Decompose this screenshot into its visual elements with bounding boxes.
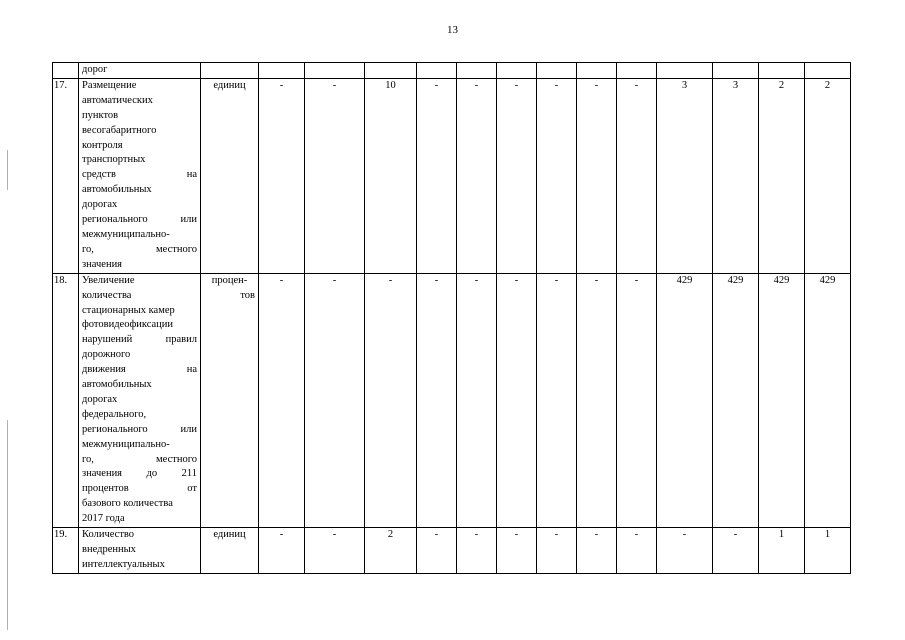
value-cell: - — [577, 273, 617, 527]
value-cell — [497, 63, 537, 79]
description-line: го, местного — [82, 243, 197, 255]
table-row — [53, 273, 851, 527]
value-cell: 429 — [805, 273, 851, 527]
description-line: го, местного — [82, 453, 197, 465]
value-cell: - — [617, 273, 657, 527]
description-line: Количество — [82, 529, 135, 541]
description-line: автоматических — [82, 94, 153, 106]
value-cell — [617, 63, 657, 79]
value-cell: - — [617, 528, 657, 574]
value-cell: - — [259, 273, 305, 527]
value-cell: - — [365, 273, 417, 527]
value-cell: - — [305, 273, 365, 527]
value-cell: - — [617, 78, 657, 273]
value-cell: - — [713, 528, 759, 574]
description-line: дорожного — [82, 349, 131, 361]
value-cell — [457, 63, 497, 79]
value-cell — [713, 63, 759, 79]
value-cell: - — [259, 528, 305, 574]
value-cell: 429 — [759, 273, 805, 527]
value-cell: 3 — [713, 78, 759, 273]
description-line: автомобильных — [82, 379, 152, 391]
page-number: 13 — [447, 24, 458, 36]
value-cell: - — [457, 78, 497, 273]
description-line: контроля — [82, 139, 123, 151]
value-cell: - — [305, 78, 365, 273]
indicator-description — [79, 273, 201, 527]
description-line: интеллектуальных — [82, 558, 165, 570]
row-number: 17. — [53, 78, 79, 273]
description-line: стационарных камер — [82, 304, 175, 316]
value-cell: - — [497, 528, 537, 574]
value-cell: 10 — [365, 78, 417, 273]
description-line: дорогах — [82, 393, 118, 405]
indicator-description — [79, 63, 201, 79]
value-cell: 2 — [805, 78, 851, 273]
description-line: внедренных — [82, 544, 136, 555]
description-line: базового количества — [82, 498, 173, 510]
description-line: фотовидеофиксации — [82, 319, 174, 331]
value-cell: - — [537, 273, 577, 527]
value-cell: - — [497, 78, 537, 273]
left-margin-line — [7, 150, 8, 190]
value-cell: - — [457, 528, 497, 574]
indicator-description — [79, 78, 201, 273]
description-line: 2017 года — [82, 513, 125, 525]
description-line: федерального, — [82, 408, 147, 420]
value-cell: - — [497, 273, 537, 527]
unit-cell — [201, 273, 259, 527]
value-cell — [537, 63, 577, 79]
value-cell — [305, 63, 365, 79]
value-cell: - — [577, 78, 617, 273]
description-line: дорог — [82, 64, 108, 75]
value-cell: 429 — [713, 273, 759, 527]
value-cell — [657, 63, 713, 79]
description-line: межмуниципально- — [82, 228, 170, 240]
value-cell — [365, 63, 417, 79]
value-cell: - — [457, 273, 497, 527]
indicator-description — [79, 528, 201, 574]
description-line: нарушений правил — [82, 334, 197, 346]
value-cell: 3 — [657, 78, 713, 273]
value-cell: 1 — [759, 528, 805, 574]
value-cell — [259, 63, 305, 79]
unit-cell — [201, 78, 259, 273]
value-cell: 2 — [759, 78, 805, 273]
value-cell — [417, 63, 457, 79]
indicators-table — [52, 62, 851, 574]
value-cell: - — [417, 528, 457, 574]
row-number: 19. — [53, 528, 79, 574]
description-line: Размещение — [82, 79, 137, 91]
description-line: автомобильных — [82, 184, 152, 196]
unit-cell — [201, 528, 259, 574]
value-cell: - — [417, 273, 457, 527]
unit-line: единиц — [213, 529, 246, 541]
value-cell: 2 — [365, 528, 417, 574]
table-row — [53, 78, 851, 273]
description-line: пунктов — [82, 109, 119, 121]
unit-line: тов — [240, 289, 255, 301]
value-cell: - — [537, 78, 577, 273]
unit-cell — [201, 63, 259, 79]
description-line: межмуниципально- — [82, 438, 170, 450]
value-cell: - — [657, 528, 713, 574]
description-line: Увеличение — [82, 274, 135, 286]
value-cell — [577, 63, 617, 79]
table-row — [53, 528, 851, 574]
value-cell: 429 — [657, 273, 713, 527]
value-cell: - — [577, 528, 617, 574]
description-line: транспортных — [82, 154, 146, 166]
description-line: значения — [82, 258, 123, 270]
description-line: дорогах — [82, 199, 118, 211]
description-line: регионального или — [82, 214, 197, 226]
value-cell: - — [417, 78, 457, 273]
unit-line: единиц — [213, 79, 246, 91]
unit-line: процен- — [211, 274, 248, 286]
description-line: регионального или — [82, 423, 197, 435]
description-line: процентов от — [82, 483, 197, 495]
value-cell: - — [537, 528, 577, 574]
description-line: движения на — [82, 364, 197, 376]
left-margin-line-lower — [7, 420, 8, 630]
description-line: значения до 211 — [82, 468, 197, 480]
value-cell: - — [259, 78, 305, 273]
value-cell: - — [305, 528, 365, 574]
table-row — [53, 63, 851, 79]
value-cell — [805, 63, 851, 79]
row-number — [53, 63, 79, 79]
value-cell — [759, 63, 805, 79]
description-line: весогабаритного — [82, 124, 157, 136]
description-line: количества — [82, 289, 132, 301]
description-line: средств на — [82, 169, 197, 181]
value-cell: 1 — [805, 528, 851, 574]
row-number: 18. — [53, 273, 79, 527]
